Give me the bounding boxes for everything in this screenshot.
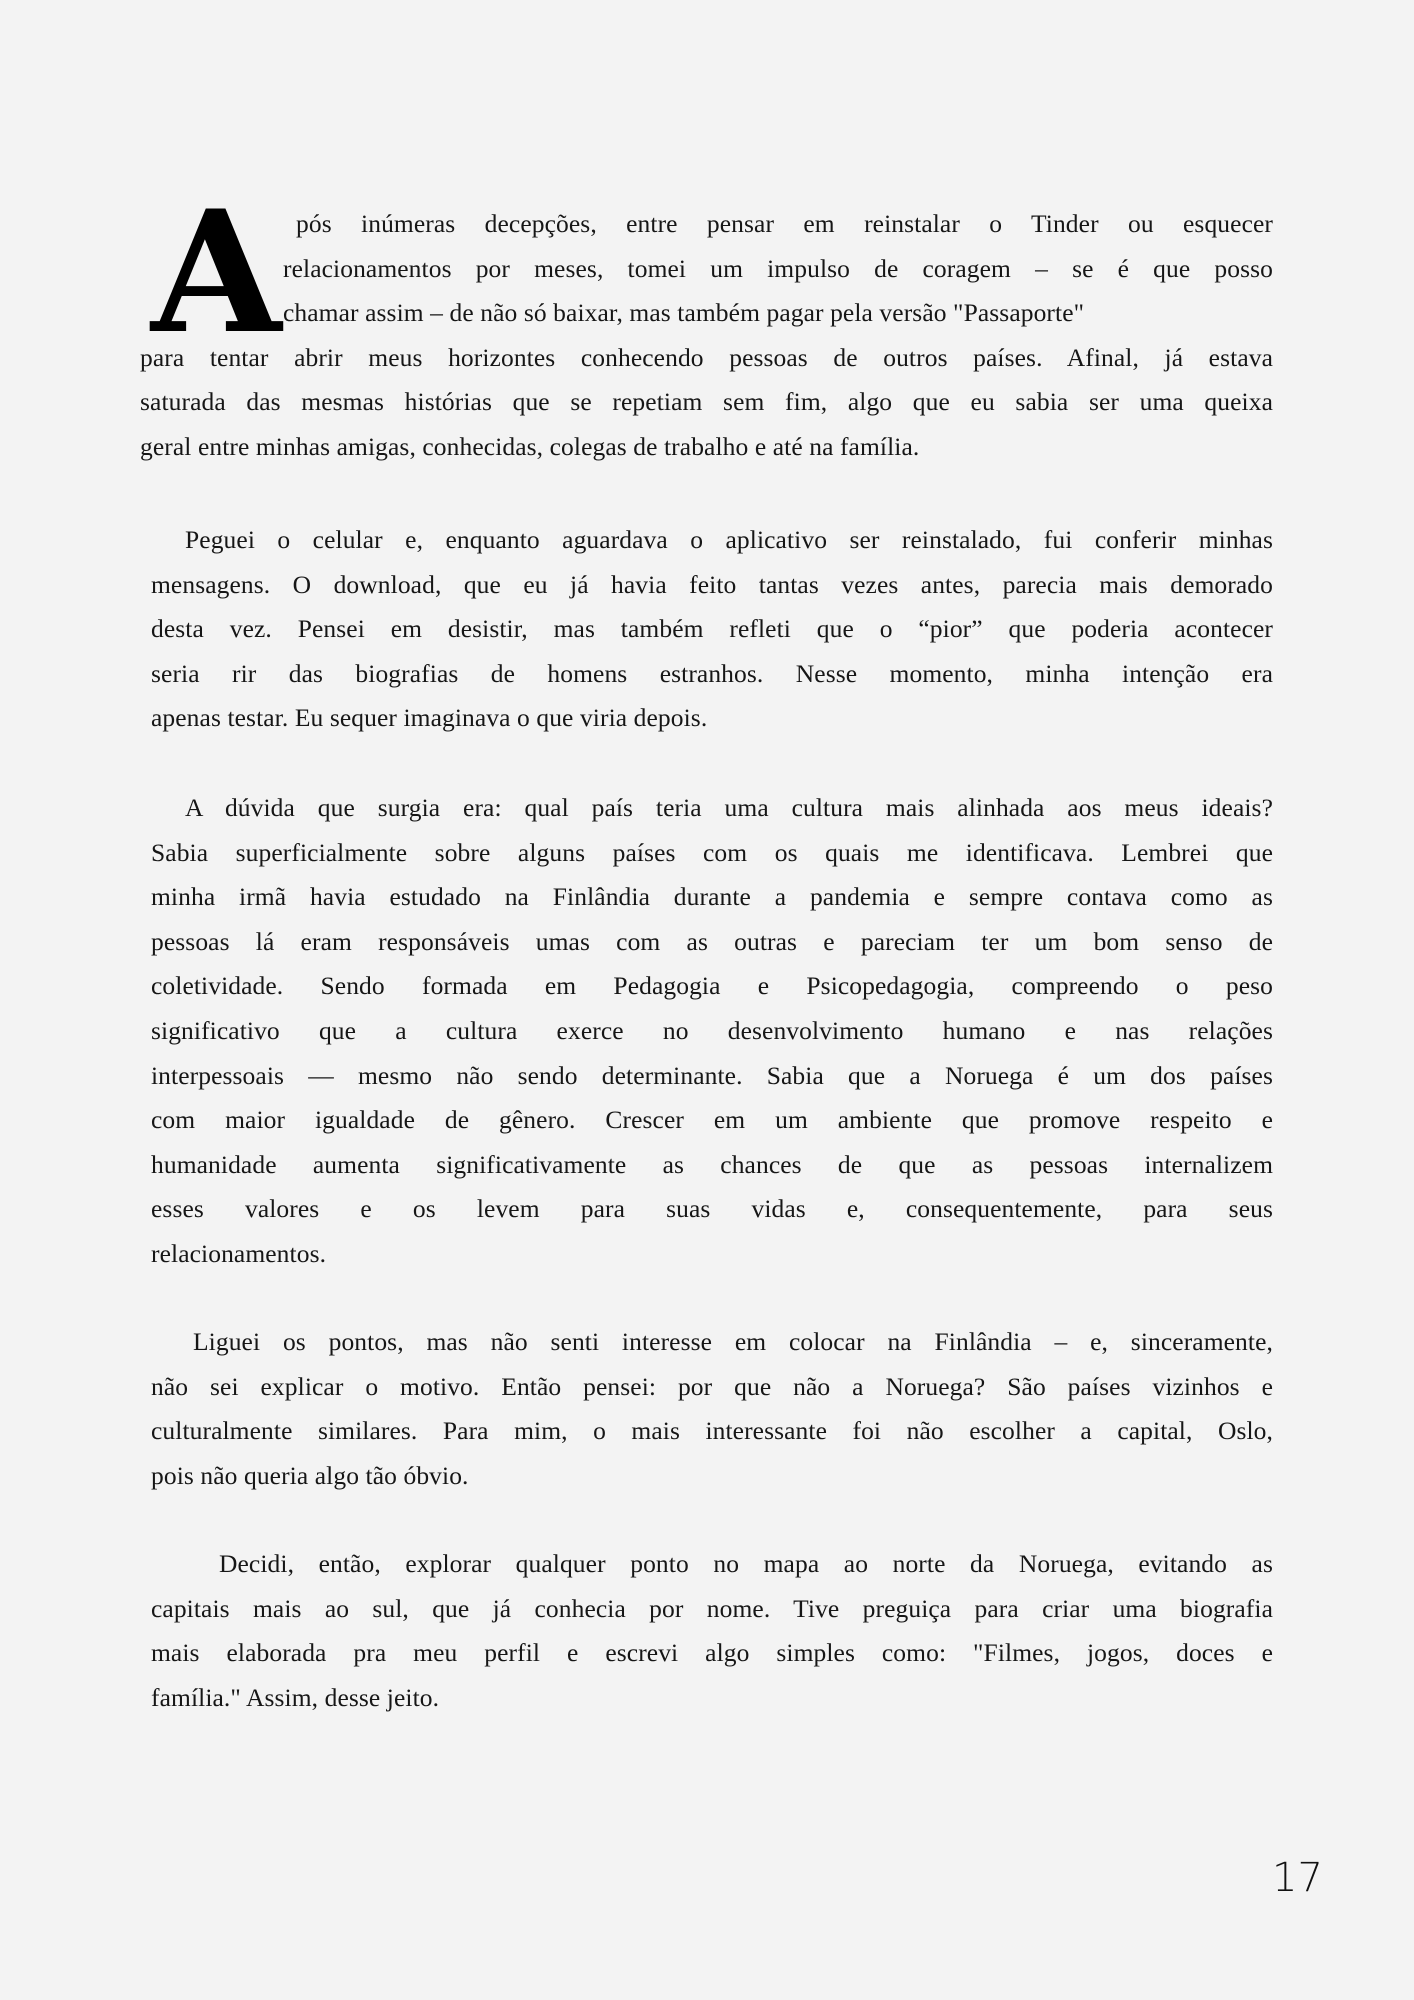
text-line: humanidade aumenta significativamente as chances de que as pessoas internalizem <box>151 1149 1273 1179</box>
text-line: apenas testar. Eu sequer imaginava o que viria depois. <box>151 703 708 733</box>
text-line: coletividade. Sendo formada em Pedagogia e Psicopedagogia, compreendo o peso <box>151 971 1273 1001</box>
text-line: culturalmente similares. Para mim, o mais interessante foi não escolher a capital, Oslo, <box>151 1416 1273 1446</box>
text-line: relacionamentos por meses, tomei um impulso de coragem – se é que posso <box>283 253 1273 283</box>
text-line: família." Assim, desse jeito. <box>151 1682 440 1712</box>
text-line: pois não queria algo tão óbvio. <box>151 1460 469 1490</box>
text-line: com maior igualdade de gênero. Crescer em um ambiente que promove respeito e <box>151 1105 1273 1135</box>
text-line: interpessoais — mesmo não sendo determinante. Sabia que a Noruega é um dos países <box>151 1060 1273 1090</box>
paragraph-1 <box>140 173 1273 470</box>
text-line: significativo que a cultura exerce no desenvolvimento humano e nas relações <box>151 1015 1273 1045</box>
text-line: esses valores e os levem para suas vidas e, consequentemente, para seus <box>151 1194 1273 1224</box>
text-line: minha irmã havia estudado na Finlândia durante a pandemia e sempre contava como as <box>151 882 1273 912</box>
text-line: pessoas lá eram responsáveis umas com as outras e pareciam ter um bom senso de <box>151 926 1273 956</box>
text-line: capitais mais ao sul, que já conhecia por nome. Tive preguiça para criar uma biografia <box>151 1593 1273 1623</box>
text-line: mensagens. O download, que eu já havia feito tantas vezes antes, parecia mais demorado <box>151 569 1273 599</box>
page-number: 17 <box>1272 1855 1323 1901</box>
text-line: para tentar abrir meus horizontes conhecendo pessoas de outros países. Afinal, já estava <box>140 342 1273 372</box>
text-line: saturada das mesmas histórias que se repetiam sem fim, algo que eu sabia ser uma queixa <box>140 387 1273 417</box>
text-line: Decidi, então, explorar qualquer ponto no mapa ao norte da Noruega, evitando as <box>219 1549 1273 1578</box>
paragraph-5 <box>151 1542 1273 1720</box>
text-line: Peguei o celular e, enquanto aguardava o aplicativo ser reinstalado, fui conferir minhas <box>185 525 1273 554</box>
text-line: chamar assim – de não só baixar, mas também pagar pela versão "Passaporte" <box>283 298 1085 328</box>
text-line: mais elaborada pra meu perfil e escrevi algo simples como: "Filmes, jogos, doces e <box>151 1638 1273 1668</box>
paragraph-3 <box>151 786 1273 1277</box>
text-line: pós inúmeras decepções, entre pensar em reinstalar o Tinder ou esquecer <box>296 209 1273 238</box>
text-line: Liguei os pontos, mas não senti interesse em colocar na Finlândia – e, sinceramente, <box>193 1327 1273 1356</box>
text-line: não sei explicar o motivo. Então pensei: por que não a Noruega? São países vizinhos e <box>151 1371 1273 1401</box>
paragraph-4 <box>151 1320 1273 1498</box>
text-line: Sabia superficialmente sobre alguns países com os quais me identificava. Lembrei que <box>151 837 1273 867</box>
text-line: desta vez. Pensei em desistir, mas também refleti que o “pior” que poderia acontecer <box>151 614 1273 644</box>
drop-cap: A <box>151 173 282 371</box>
text-line: relacionamentos. <box>151 1238 327 1268</box>
text-line: A dúvida que surgia era: qual país teria uma cultura mais alinhada aos meus ideais? <box>185 793 1273 822</box>
text-line: geral entre minhas amigas, conhecidas, colegas de trabalho e até na família. <box>140 431 920 461</box>
text-line: seria rir das biografias de homens estranhos. Nesse momento, minha intenção era <box>151 658 1273 688</box>
paragraph-2 <box>151 518 1273 741</box>
